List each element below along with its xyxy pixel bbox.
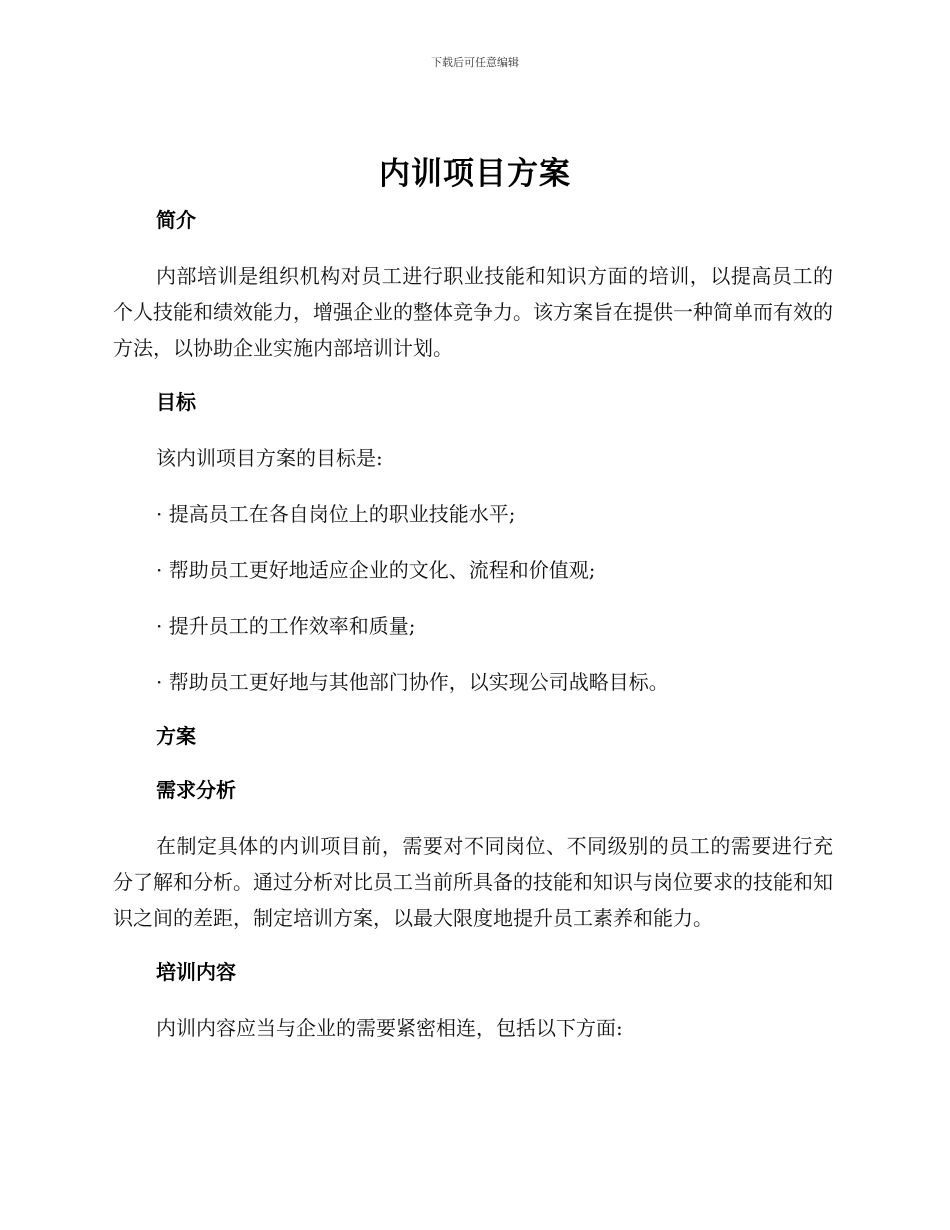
header-watermark: 下载后可任意编辑: [431, 56, 519, 69]
intro-paragraph: 内部培训是组织机构对员工进行职业技能和知识方面的培训，以提高员工的个人技能和绩效能力，增强企业的整体竞争力。该方案旨在提供一种简单而有效的方法，以协助企业实施内部培训计划。: [113, 264, 833, 360]
goal-item: · 帮助员工更好地与其他部门协作，以实现公司战略目标。: [156, 670, 669, 694]
needs-paragraph: 在制定具体的内训项目前，需要对不同岗位、不同级别的员工的需要进行充分了解和分析。通过分析对比员工当前所具备的技能和知识与岗位要求的技能和知识之间的差距，制定培训方案，以最大限度地提升员工素养和能力。: [113, 834, 833, 930]
goal-item: · 提升员工的工作效率和质量;: [156, 614, 416, 638]
content-paragraph: 内训内容应当与企业的需要紧密相连，包括以下方面:: [156, 1016, 623, 1040]
section-heading-goals: 目标: [156, 390, 196, 414]
section-heading-plan: 方案: [156, 724, 196, 748]
document-body: [113, 204, 833, 1046]
section-heading-content: 培训内容: [156, 960, 236, 984]
goal-item: · 帮助员工更好地适应企业的文化、流程和价值观;: [156, 558, 596, 582]
section-heading-intro: 简介: [156, 208, 196, 232]
goals-lead: 该内训项目方案的目标是:: [156, 446, 383, 470]
document-title: 内训项目方案: [379, 156, 571, 192]
section-heading-needs: 需求分析: [156, 778, 236, 802]
goal-item: · 提高员工在各自岗位上的职业技能水平;: [156, 502, 516, 526]
